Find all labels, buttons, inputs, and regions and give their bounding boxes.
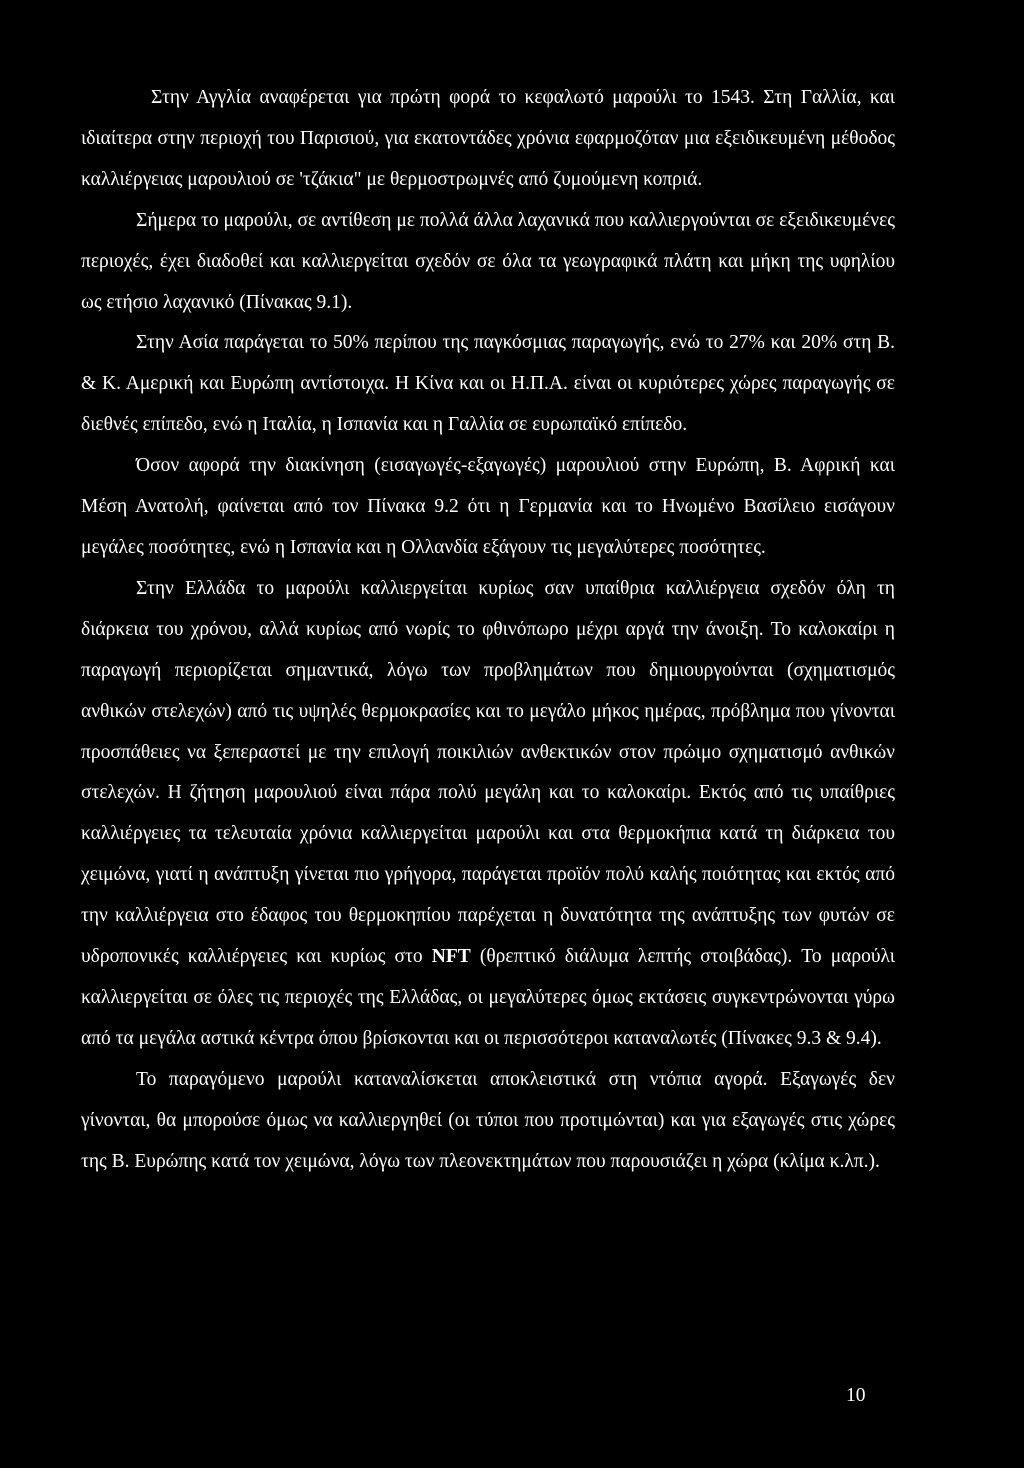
paragraph-6: Το παραγόμενο μαρούλι καταναλίσκεται αποκλειστικά στη ντόπια αγορά. Εξαγωγές δεν γίνονται, θα μπορούσε όμως να καλλιεργηθεί (οι τύποι που προτιμώνται) και για εξαγωγές στις χώρες της Β. Ευρώπης κατά τον χειμώνα, λόγω των πλεονεκτημάτων που παρουσιάζει η χώρα (κλίμα κ.λπ.). xyxy=(81,1068,895,1172)
paragraph-2: Σήμερα το μαρούλι, σε αντίθεση με πολλά άλλα λαχανικά που καλλιεργούνται σε εξειδικευμένες περιοχές, έχει διαδοθεί και καλλιεργείται σχεδόν σε όλα τα γεωγραφικά πλάτη και μήκη της υφηλίου ως ετήσιο λαχανικό (Πίνακας 9.1). xyxy=(81,209,895,313)
page-number: 10 xyxy=(846,1385,866,1406)
paragraph-3: Στην Ασία παράγεται το 50% περίπου της παγκόσμιας παραγωγής, ενώ το 27% και 20% στη Β. & Κ. Αμερική και Ευρώπη αντίστοιχα. Η Κίνα και οι Η.Π.Α. είναι οι κυριότερες χώρες παραγωγής σε διεθνές επίπεδο, ενώ η Ιταλία, η Ισπανία και η Γαλλία σε ευρωπαϊκό επίπεδο. xyxy=(81,332,895,436)
document-body xyxy=(81,78,895,1182)
paragraph-5-text-before: Στην Ελλάδα το μαρούλι καλλιεργείται κυρίως σαν υπαίθρια καλλιέργεια σχεδόν όλη τη διάρκεια του χρόνου, αλλά κυρίως από νωρίς το φθινόπωρο μέχρι αργά την άνοιξη. Το καλοκαίρι η παραγωγή περιορίζεται σημαντικά, λόγω των προβλημάτων που δημιουργούνται (σχηματισμός ανθικών στελεχών) από τις υψηλές θερμοκρασίες και το μεγάλο μήκος ημέρας, πρόβλημα που γίνονται προσπάθειες να ξεπεραστεί με την επιλογή ποικιλιών ανθεκτικών στον πρώιμο σχηματισμό ανθικών στελεχών. Η ζήτηση μαρουλιού είναι πάρα πολύ μεγάλη και το καλοκαίρι. Εκτός από τις υπαίθριες καλλιέργειες τα τελευταία χρόνια καλλιεργείται μαρούλι και στα θερμοκήπια κατά τη διάρκεια του χειμώνα, γιατί η ανάπτυξη γίνεται πιο γρήγορα, παράγεται προϊόν πολύ καλής ποιότητας και εκτός από την καλλιέργεια στο έδαφος του θερμοκηπίου παρέχεται η δυνατότητα της ανάπτυξης των φυτών σε υδροπονικές καλλιέργειες και κυρίως στο xyxy=(81,577,895,968)
nft-term: NFT xyxy=(431,946,471,968)
paragraph-1: Στην Αγγλία αναφέρεται για πρώτη φορά το κεφαλωτό μαρούλι το 1543. Στη Γαλλία, και ιδιαίτερα στην περιοχή του Παρισιού, για εκατοντάδες χρόνια εφαρμοζόταν μια εξειδικευμένη μέθοδος καλλιέργειας μαρουλιού σε 'τζάκια" με θερμοστρωμνές από ζυμούμενη κοπριά. xyxy=(81,87,895,190)
paragraph-5-text-after: (θρεπτικό διάλυμα λεπτής στοιβάδας). Το μαρούλι καλλιεργείται σε όλες τις περιοχές της Ελλάδας, οι μεγαλύτερες όμως εκτάσεις συγκεντρώνονται γύρω από τα μεγάλα αστικά κέντρα όπου βρίσκονται και οι περισσότεροι καταναλωτές (Πίνακες 9.3 & 9.4). xyxy=(81,946,895,1049)
paragraph-4: Όσον αφορά την διακίνηση (εισαγωγές-εξαγωγές) μαρουλιού στην Ευρώπη, Β. Αφρική και Μέση Ανατολή, φαίνεται από τον Πίνακα 9.2 ότι η Γερμανία και το Ηνωμένο Βασίλειο εισάγουν μεγάλες ποσότητες, ενώ η Ισπανία και η Ολλανδία εξάγουν τις μεγαλύτερες ποσότητες. xyxy=(81,455,895,558)
paragraph-5 xyxy=(81,569,895,1060)
